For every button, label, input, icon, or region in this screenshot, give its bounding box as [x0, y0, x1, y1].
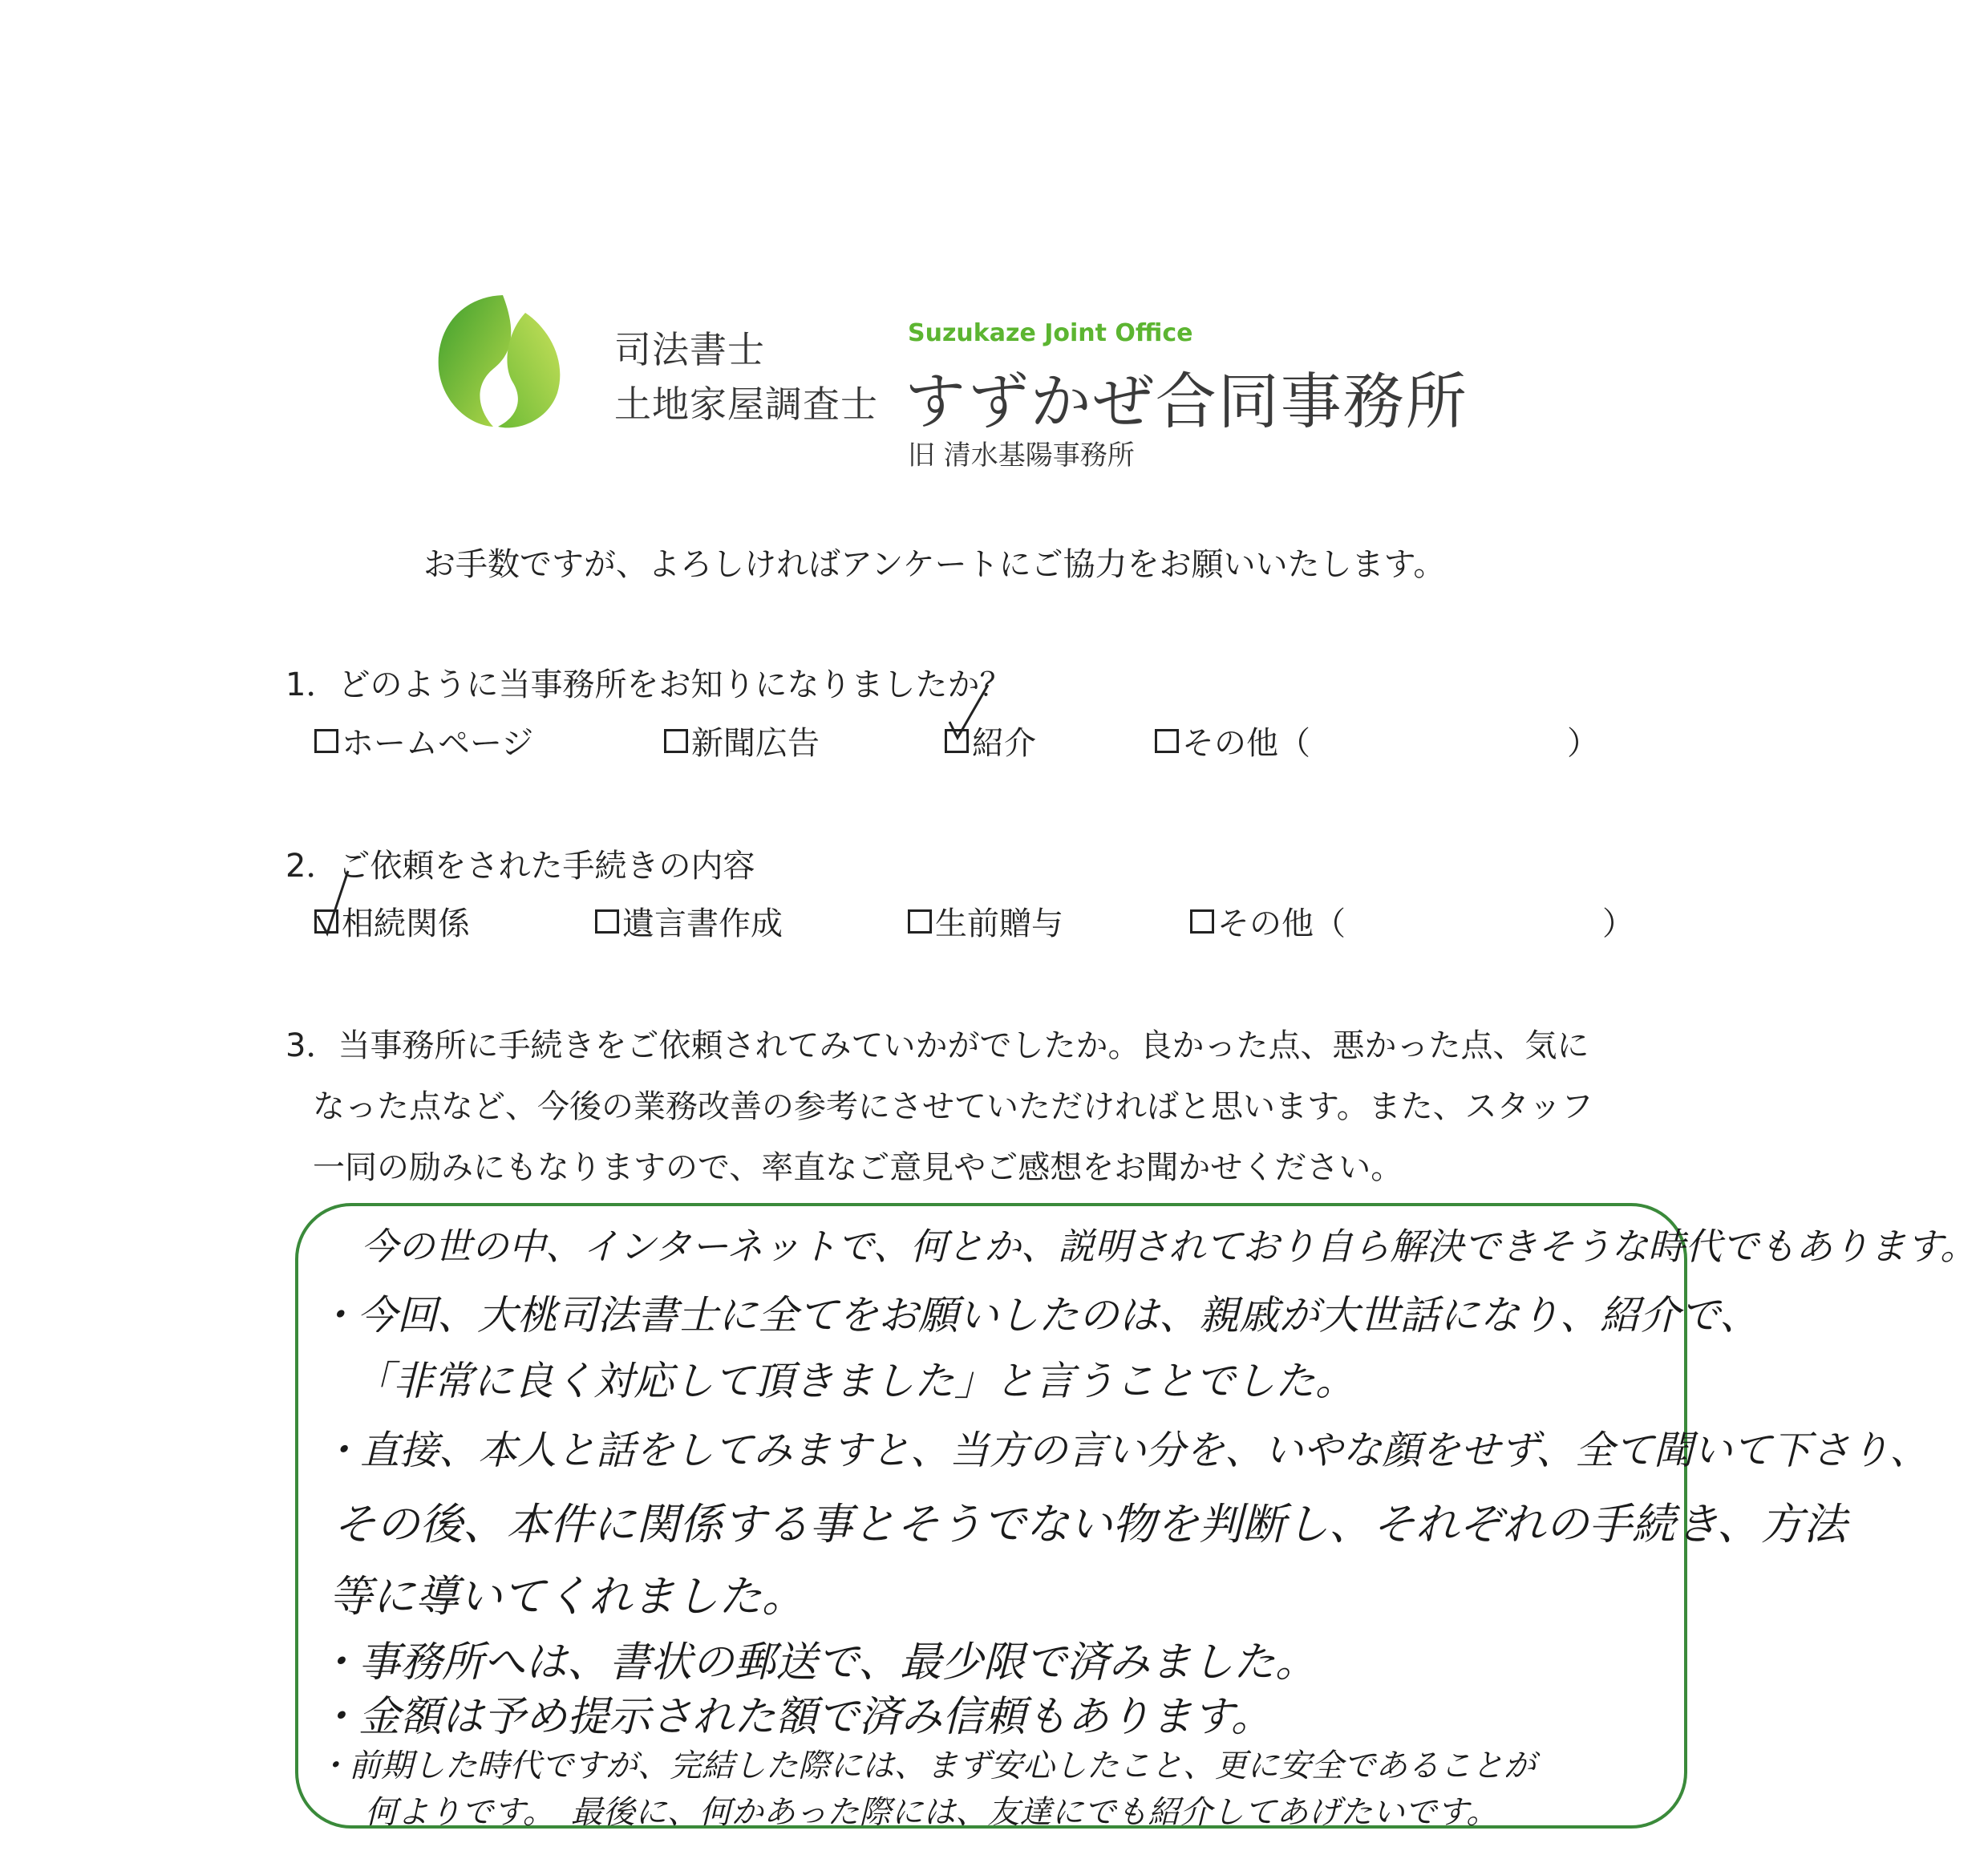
question-1: 1．どのように当事務所をお知りになりましたか？ — [285, 666, 1012, 703]
option-label: 紹介 — [972, 725, 1036, 762]
option-label: 新聞広告 — [691, 725, 820, 762]
english-office-name: Suzukaze Joint Office — [908, 319, 1193, 347]
option-label: ホームページ — [342, 725, 534, 762]
answer-line-1: 今の世の中、インターネットで、何とか、説明されており自ら解決できそうな時代でもあります。 — [361, 1225, 1978, 1268]
check-mark-icon — [946, 682, 994, 746]
answer-line-2: ・今回、大桃司法書士に全てをお願いしたのは、親戚が大世話になり、紹介で、 — [317, 1292, 1759, 1339]
answer-line-3: 「非常に良く対応して頂きました」と言うことでした。 — [353, 1358, 1355, 1404]
option-label: 生前贈与 — [935, 905, 1063, 942]
q2-option-other[interactable] — [1190, 898, 1346, 944]
q2-option-gift[interactable] — [908, 898, 1063, 944]
question-3-line-2: なった点など、今後の業務改善の参考にさせていただければと思います。また、スタッフ — [313, 1088, 1593, 1125]
answer-line-10: 何よりです。 最後に、何かあった際には、友達にでも紹介してあげたいです。 — [365, 1794, 1499, 1831]
intro-text: お手数ですが、よろしければアンケートにご協力をお願いいたします。 — [423, 546, 1446, 583]
qualification-1: 司法書士 — [614, 328, 765, 371]
checkbox[interactable] — [908, 909, 932, 934]
option-label: その他（ — [1217, 905, 1346, 942]
office-name: すずかぜ合同事務所 — [905, 366, 1468, 437]
answer-line-8: ・金額は予め提示された額で済み信頼もあります。 — [317, 1693, 1273, 1741]
leaf-s-logo-icon — [429, 289, 573, 433]
answer-line-9: ・前期した時代ですが、完結した際には、まず安心したこと、更に安全であることが — [317, 1748, 1536, 1784]
checkbox[interactable] — [664, 729, 688, 753]
answer-line-5: その後、本件に関係する事とそうでない物を判断し、それぞれの手続き、方法 — [333, 1499, 1847, 1549]
checkbox[interactable] — [1155, 729, 1179, 753]
q2-option-will[interactable] — [595, 898, 783, 944]
answer-line-6: 等に導いてくれました。 — [329, 1571, 805, 1622]
checkbox[interactable] — [314, 729, 338, 753]
q1-option-other[interactable] — [1155, 718, 1310, 763]
checkbox[interactable] — [1190, 909, 1214, 934]
checkbox[interactable] — [595, 909, 619, 934]
option-label: 相続関係 — [342, 905, 470, 942]
q1-other-close-paren: ） — [1567, 725, 1599, 762]
q2-other-close-paren: ） — [1602, 905, 1634, 942]
answer-line-7: ・事務所へは、書状の郵送で、最少限で済みました。 — [317, 1638, 1317, 1687]
former-office-name: 旧 清水基陽事務所 — [908, 439, 1135, 472]
option-label: 遺言書作成 — [622, 905, 783, 942]
q1-option-newspaper[interactable] — [664, 718, 820, 763]
question-3-line-1: 3．当事務所に手続きをご依頼されてみていかがでしたか。良かった点、悪かった点、気に — [285, 1027, 1589, 1064]
check-mark-icon — [313, 868, 361, 940]
option-label: その他（ — [1182, 725, 1310, 762]
question-2: 2．ご依頼をされた手続きの内容 — [285, 848, 755, 885]
q1-option-homepage[interactable] — [314, 718, 533, 763]
question-3-line-3: 一同の励みにもなりますので、率直なご意見やご感想をお聞かせください。 — [313, 1149, 1403, 1186]
answer-line-4: ・直接、本人と話をしてみますと、当方の言い分を、いやな顔をせず、全て聞いて下さり、 — [321, 1428, 1929, 1473]
qualification-2: 土地家屋調査士 — [614, 383, 878, 426]
